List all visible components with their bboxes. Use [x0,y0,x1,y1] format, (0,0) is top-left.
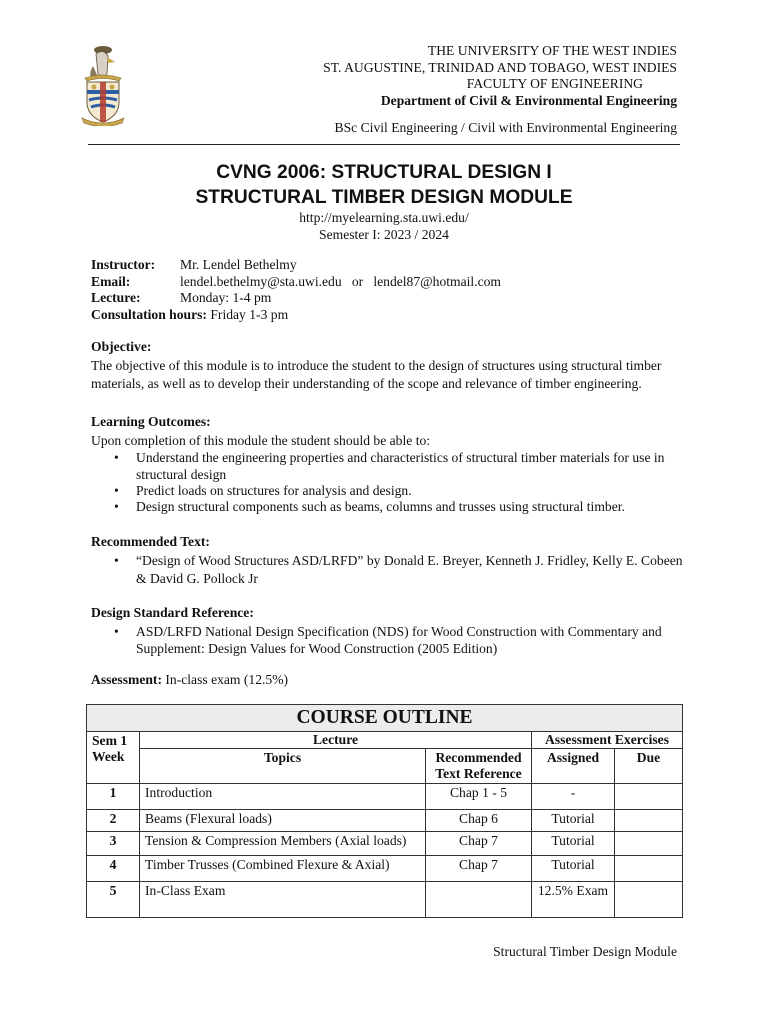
assigned-cell: - [532,784,615,810]
header-assigned: Assigned [532,749,615,784]
design-standard-section [91,604,691,657]
week-cell: 3 [87,832,140,856]
university-name: THE UNIVERSITY OF THE WEST INDIES [427,43,677,58]
recommended-text-section [91,533,691,589]
course-url: http://myelearning.sta.uwi.edu/ [299,210,469,225]
outcomes-intro: Upon completion of this module the student should be able to: [91,432,431,448]
table-row [87,832,683,856]
consultation-label: Consultation hours: [91,306,207,322]
list-item: • ASD/LRFD National Design Specification (NDS) for Wood Construction with Commentary and Supplement: Design Values for Wood Construction (2005 Edition) [136,623,691,658]
assigned-cell: Tutorial [532,810,615,832]
university-header [323,43,677,109]
outcomes-heading: Learning Outcomes: [91,414,211,429]
header-assessment: Assessment Exercises [532,732,683,749]
table-row [87,882,683,918]
semester: Semester I: 2023 / 2024 [319,226,449,242]
recommended-text-list [91,552,691,589]
list-item: • Design structural components such as beams, columns and trusses using structural timber. [136,499,691,515]
list-item: • Predict loads on structures for analysis and design. [136,483,691,499]
topic-cell: Beams (Flexural loads) [140,810,426,832]
instructor-info [91,257,501,323]
due-cell [615,832,683,856]
program-name: BSc Civil Engineering / Civil with Environmental Engineering [334,120,677,135]
week-cell: 1 [87,784,140,810]
reference-cell: Chap 6 [426,810,532,832]
header-week: Sem 1 Week [87,732,140,784]
objective-text: The objective of this module is to introduce the student to the design of structures using structural timber materials, as well as to develop their understanding of the scope and relevance of timber engineering. [91,357,662,392]
due-cell [615,810,683,832]
assigned-cell: 12.5% Exam [532,882,615,918]
objective-heading: Objective: [91,339,152,354]
instructor-label: Instructor: [91,257,156,272]
reference-cell: Chap 7 [426,832,532,856]
module-title: STRUCTURAL TIMBER DESIGN MODULE [195,187,573,208]
course-title: CVNG 2006: STRUCTURAL DESIGN I [216,162,552,183]
learning-outcomes-section [91,413,691,516]
header-topics: Topics [140,749,426,784]
course-outline-title: COURSE OUTLINE [87,705,683,732]
page-footer: Structural Timber Design Module [493,944,677,959]
header-lecture: Lecture [140,732,532,749]
email-value: lendel.bethelmy@sta.uwi.edu or lendel87@hotmail.com [180,273,502,289]
week-cell: 4 [87,856,140,882]
instructor-name: Mr. Lendel Bethelmy [180,257,297,272]
objective-section [91,338,691,394]
design-standard-heading: Design Standard Reference: [91,605,254,620]
lecture-label: Lecture: [91,290,141,306]
assigned-cell: Tutorial [532,832,615,856]
reference-cell [426,882,532,918]
reference-cell: Chap 7 [426,856,532,882]
course-outline-table [86,704,683,918]
design-standard-list [91,623,691,658]
due-cell [615,856,683,882]
assessment-value: In-class exam (12.5%) [165,672,289,687]
table-row [87,856,683,882]
recommended-text-heading: Recommended Text: [91,534,210,549]
week-cell: 5 [87,882,140,918]
assessment-section [91,671,691,690]
header-reference: Recommended Text Reference [426,749,532,784]
due-cell [615,784,683,810]
header-due: Due [615,749,683,784]
email-label: Email: [91,273,131,289]
assessment-label: Assessment: [91,672,162,687]
consultation-time: Friday 1-3 pm [210,306,289,322]
faculty-name: FACULTY OF ENGINEERING [466,76,643,92]
topic-cell: Tension & Compression Members (Axial loads) [140,832,426,856]
list-item: • “Design of Wood Structures ASD/LRFD” by Donald E. Breyer, Kenneth J. Fridley, Kelly E. Cobeen & David G. Pollock Jr [136,552,691,589]
university-crest-icon [78,44,128,126]
header-divider [88,144,680,145]
list-item: • Understand the engineering properties and characteristics of structural timber materials for use in structural design [136,450,691,483]
topic-cell: Timber Trusses (Combined Flexure & Axial) [140,856,426,882]
due-cell [615,882,683,918]
assigned-cell: Tutorial [532,856,615,882]
topic-cell: Introduction [140,784,426,810]
campus-location: ST. AUGUSTINE, TRINIDAD AND TOBAGO, WEST INDIES [323,59,677,75]
table-row [87,810,683,832]
outcomes-list [91,450,691,516]
lecture-time: Monday: 1-4 pm [180,290,272,306]
department-name: Department of Civil & Environmental Engineering [380,92,677,108]
table-row [87,784,683,810]
reference-cell: Chap 1 - 5 [426,784,532,810]
week-cell: 2 [87,810,140,832]
course-title-block [0,160,768,243]
topic-cell: In-Class Exam [140,882,426,918]
